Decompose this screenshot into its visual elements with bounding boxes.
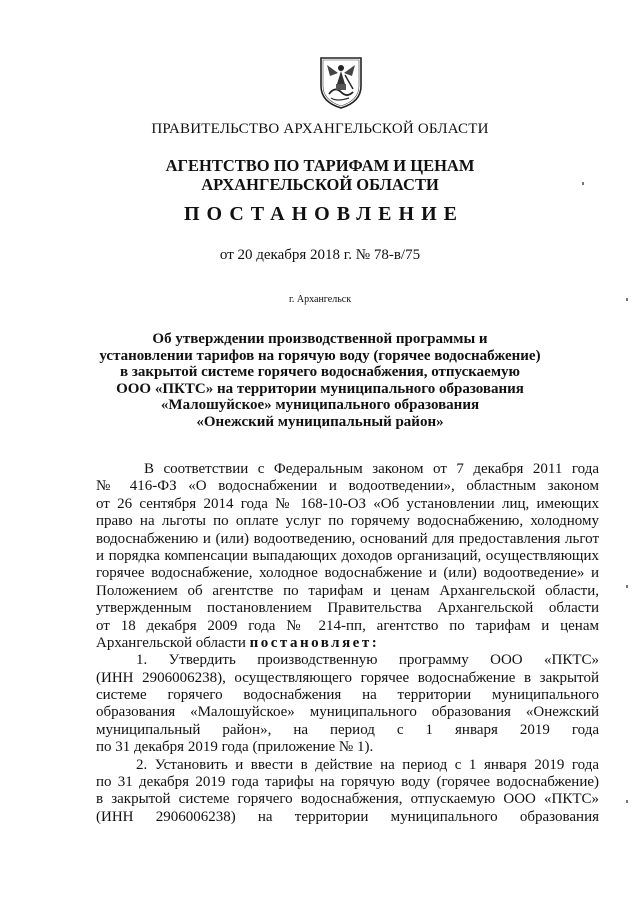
document-date-number: от 20 декабря 2018 г. № 78-в/75	[219, 247, 421, 263]
item-2-line: (ИНН 2906006238) на территории муниципального образования	[96, 808, 599, 825]
scan-speck	[626, 298, 628, 301]
body-line: водоснабжению и (или) водоотведению, оснований для предоставления льгот	[96, 530, 599, 547]
item-1-line: муниципальный район», на период с 1 января 2019 года	[96, 721, 599, 738]
subject-line: «Онежский муниципальный район»	[196, 413, 444, 430]
agency-name	[0, 156, 640, 194]
subject-line: в закрытой системе горячего водоснабжения, отпускаемую	[119, 364, 521, 380]
decree-line	[96, 635, 599, 652]
agency-name-line-2: АРХАНГЕЛЬСКОЙ ОБЛАСТИ	[201, 175, 439, 194]
body-line: В соответствии с Федеральным законом от 7 декабря 2011 года	[144, 461, 599, 477]
subject-line: Об утверждении производственной программы и	[152, 331, 488, 347]
body-line: право на льготы по оплате услуг по горячему водоснабжению, холодному	[96, 513, 599, 530]
scan-speck	[626, 800, 628, 803]
body-line: и порядка компенсации выпадающих доходов организаций, осуществляющих	[96, 547, 599, 564]
item-1-line: 1. Утвердить производственную программу ООО «ПКТС»	[136, 652, 599, 669]
document-type-title: ПОСТАНОВЛЕНИЕ	[184, 203, 464, 225]
subject-line: «Малошуйское» муниципального образования	[160, 397, 480, 413]
body-line: от 26 сентября 2014 года № 168-10-ОЗ «Об установлении лиц, имеющих	[96, 495, 599, 512]
subject-line: установлении тарифов на горячую воду (горячее водоснабжение)	[99, 347, 541, 364]
item-1-line: системе горячего водоснабжения на территории муниципального	[96, 687, 599, 704]
decree-word: постановляет:	[249, 634, 380, 651]
body-line: утвержденным постановлением Правительства Архангельской области	[96, 600, 599, 617]
body-line: Положением об агентстве по тарифам и ценам Архангельской области,	[96, 582, 599, 599]
document-city: г. Архангельск	[288, 294, 352, 305]
government-name: ПРАВИТЕЛЬСТВО АРХАНГЕЛЬСКОЙ ОБЛАСТИ	[151, 121, 489, 137]
item-2-line: 2. Установить и ввести в действие на период с 1 января 2019 года	[136, 756, 599, 773]
subject-line: ООО «ПКТС» на территории муниципального образования	[116, 380, 524, 397]
document-body	[96, 461, 599, 826]
item-2-line: в закрытой системе горячего водоснабжения, отпускаемую ООО «ПКТС»	[96, 791, 599, 808]
item-1-line: образования «Малошуйское» муниципального образования «Онежский	[96, 704, 599, 721]
body-line: от 18 декабря 2009 года № 214-пп, агентство по тарифам и ценам	[96, 617, 599, 634]
item-1-line: по 31 декабря 2019 года (приложение № 1).	[96, 739, 374, 756]
decree-prefix: Архангельской области	[96, 634, 250, 651]
body-line: горячее водоснабжение, холодное водоснабжение и (или) водоотведение» и	[96, 565, 599, 582]
arkhangelsk-coat-of-arms-icon	[319, 56, 363, 110]
scan-speck	[626, 585, 628, 588]
document-subject	[0, 331, 640, 430]
scan-speck	[582, 182, 584, 185]
item-2-line: по 31 декабря 2019 года тарифы на горячую воду (горячее водоснабжение)	[96, 774, 599, 791]
item-1-line: (ИНН 2906006238), осуществляющего горячее водоснабжение в закрытой	[96, 669, 599, 686]
body-line: № 416-ФЗ «О водоснабжении и водоотведении», областным законом	[96, 478, 599, 495]
agency-name-line-1: АГЕНТСТВО ПО ТАРИФАМ И ЦЕНАМ	[165, 156, 475, 175]
